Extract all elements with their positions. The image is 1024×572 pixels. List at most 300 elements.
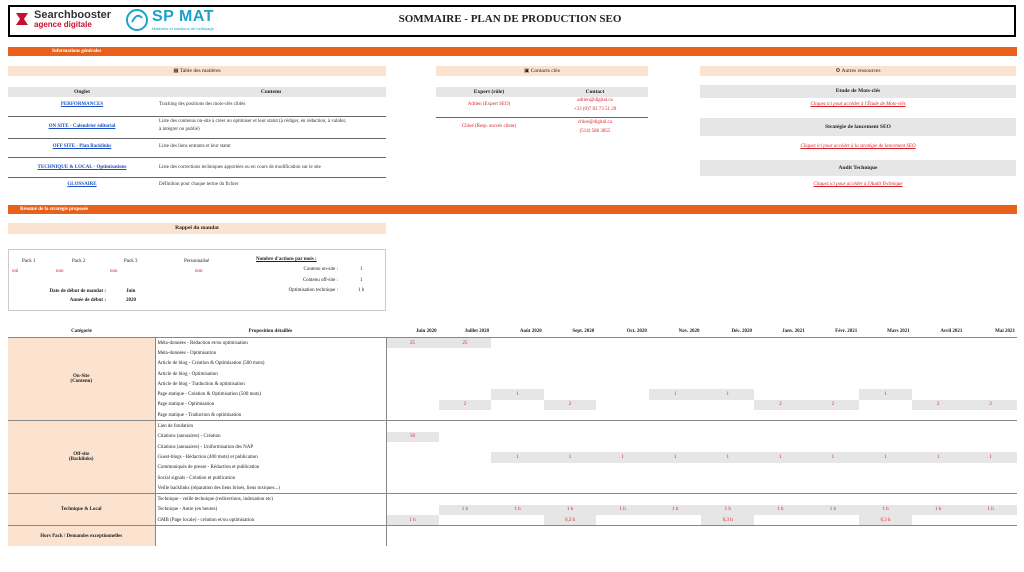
month-value-cell[interactable]: [439, 494, 492, 505]
month-value-cell[interactable]: [859, 348, 912, 358]
month-value-cell[interactable]: [386, 421, 439, 432]
month-value-cell[interactable]: 1 h: [649, 505, 702, 515]
month-value-cell[interactable]: [386, 505, 439, 515]
month-value-cell[interactable]: [386, 400, 439, 410]
month-value-cell[interactable]: [859, 410, 912, 421]
proposition-cell: Social signals - Création et publication: [155, 473, 386, 483]
action-label: Contenu on-site :: [303, 267, 338, 272]
month-value-cell[interactable]: [701, 494, 754, 505]
month-value-cell[interactable]: [439, 515, 492, 526]
month-value-cell[interactable]: [596, 400, 649, 410]
month-value-cell[interactable]: [491, 338, 544, 349]
toc-desc: à intégrer ou publié): [159, 127, 200, 132]
month-value-cell[interactable]: [439, 410, 492, 421]
month-value-cell[interactable]: 1: [596, 452, 649, 462]
month-value-cell[interactable]: [701, 379, 754, 389]
production-plan-table: [8, 325, 1017, 546]
category-cell: [8, 526, 155, 547]
month-value-cell[interactable]: [544, 432, 597, 442]
resource-link-strategy[interactable]: Cliquez ici pour accéder à la stratégie de lancement SEO: [800, 144, 916, 149]
month-value-cell[interactable]: [596, 483, 649, 494]
month-value-cell[interactable]: [439, 442, 492, 452]
month-value-cell[interactable]: [859, 421, 912, 432]
month-value-cell[interactable]: [754, 483, 807, 494]
month-value-cell[interactable]: [912, 432, 965, 442]
pack-label: Pack 3: [124, 259, 138, 264]
month-value-cell[interactable]: [807, 348, 860, 358]
month-value-cell[interactable]: [596, 421, 649, 432]
proposition-cell: Technique - Autre (en heures): [155, 505, 386, 515]
toc-desc: Liste des corrections techniques apportées ou en cours de modification sur le site: [159, 165, 321, 170]
proposition-cell: Article de blog - Création & Optimisation (500 mots): [155, 359, 386, 369]
month-value-cell[interactable]: [491, 359, 544, 369]
toc-link-offsite[interactable]: OFF SITE - Plan Backlinks: [52, 144, 112, 149]
month-value-cell[interactable]: 25: [439, 338, 492, 349]
month-value-cell[interactable]: [491, 526, 544, 547]
month-value-cell[interactable]: [807, 515, 860, 526]
month-value-cell[interactable]: [596, 442, 649, 452]
month-value-cell[interactable]: [754, 473, 807, 483]
month-value-cell[interactable]: [859, 483, 912, 494]
toc-title: [8, 66, 386, 76]
month-value-cell[interactable]: [544, 379, 597, 389]
month-value-cell[interactable]: [807, 494, 860, 505]
mandate-title: Rappel du mandat: [8, 223, 386, 234]
month-value-cell[interactable]: [386, 442, 439, 452]
resources-icon: ⚙: [835, 68, 841, 74]
month-value-cell[interactable]: [491, 442, 544, 452]
month-value-cell[interactable]: 1 h: [912, 505, 965, 515]
month-value-cell[interactable]: [439, 483, 492, 494]
month-value-cell[interactable]: [807, 483, 860, 494]
month-value-cell[interactable]: [439, 432, 492, 442]
action-label: Optimisation technique :: [288, 288, 338, 293]
month-value-cell[interactable]: [386, 379, 439, 389]
month-value-cell[interactable]: [859, 338, 912, 349]
month-value-cell[interactable]: [859, 442, 912, 452]
month-value-cell[interactable]: [386, 526, 439, 547]
month-value-cell[interactable]: [596, 369, 649, 379]
toc-link-onsite[interactable]: ON SITE - Calendrier éditorial: [48, 124, 116, 129]
month-value-cell[interactable]: [912, 515, 965, 526]
month-value-cell[interactable]: [754, 526, 807, 547]
month-value-cell[interactable]: [649, 494, 702, 505]
plan-row: [8, 348, 1017, 358]
month-value-cell[interactable]: 1 h: [859, 505, 912, 515]
month-value-cell[interactable]: 1: [701, 452, 754, 462]
action-value: 1: [360, 267, 363, 272]
month-value-cell[interactable]: 0,3 h: [544, 515, 597, 526]
month-value-cell[interactable]: [439, 379, 492, 389]
month-value-cell[interactable]: [964, 483, 1017, 494]
month-value-cell[interactable]: [649, 483, 702, 494]
month-value-cell[interactable]: [544, 473, 597, 483]
month-value-cell[interactable]: [807, 359, 860, 369]
month-value-cell[interactable]: [596, 410, 649, 421]
month-value-cell[interactable]: [754, 359, 807, 369]
toc-link-glossaire[interactable]: GLOSSAIRE: [67, 182, 97, 187]
month-value-cell[interactable]: [807, 410, 860, 421]
month-value-cell[interactable]: [754, 379, 807, 389]
pack-label: Personnalisé: [184, 259, 210, 264]
month-value-cell[interactable]: [754, 515, 807, 526]
category-cell: [8, 338, 155, 421]
proposition-cell: Guest-blogs - Rédaction (400 mots) et publication: [155, 452, 386, 462]
month-value-cell[interactable]: 2: [439, 400, 492, 410]
month-value-cell[interactable]: [439, 452, 492, 462]
month-value-cell[interactable]: [701, 526, 754, 547]
month-value-cell[interactable]: [701, 463, 754, 473]
month-value-cell[interactable]: [544, 421, 597, 432]
month-value-cell[interactable]: [912, 348, 965, 358]
month-value-cell[interactable]: [649, 410, 702, 421]
month-value-cell[interactable]: 0,3 h: [701, 515, 754, 526]
month-value-cell[interactable]: [491, 463, 544, 473]
month-value-cell[interactable]: [754, 494, 807, 505]
month-value-cell[interactable]: [544, 389, 597, 399]
month-value-cell[interactable]: [386, 369, 439, 379]
month-value-cell[interactable]: [701, 432, 754, 442]
month-value-cell[interactable]: [439, 348, 492, 358]
month-value-cell[interactable]: 1 h: [596, 505, 649, 515]
contact-email[interactable]: chloe@digital.ca: [578, 120, 612, 125]
month-value-cell[interactable]: [544, 442, 597, 452]
proposition-cell: Article de blog - Traduction & optimisation: [155, 379, 386, 389]
month-value-cell[interactable]: [701, 400, 754, 410]
month-value-cell[interactable]: [807, 421, 860, 432]
month-value-cell[interactable]: [859, 432, 912, 442]
month-value-cell[interactable]: 1: [859, 389, 912, 399]
month-header: Nov. 2020: [678, 328, 700, 334]
month-value-cell[interactable]: 1: [807, 452, 860, 462]
month-value-cell[interactable]: [912, 442, 965, 452]
month-value-cell[interactable]: [544, 494, 597, 505]
contact-card-icon: ▣: [524, 68, 530, 74]
month-value-cell[interactable]: [491, 483, 544, 494]
month-value-cell[interactable]: [544, 369, 597, 379]
month-value-cell[interactable]: [859, 379, 912, 389]
month-value-cell[interactable]: [807, 463, 860, 473]
month-value-cell[interactable]: [491, 410, 544, 421]
month-value-cell[interactable]: [491, 400, 544, 410]
month-value-cell[interactable]: 1 h: [439, 505, 492, 515]
month-value-cell[interactable]: [649, 515, 702, 526]
logo2-sub: Matériels et solutions de nettoyage: [152, 26, 214, 31]
month-header: Oct. 2020: [626, 328, 647, 334]
month-value-cell[interactable]: [491, 348, 544, 358]
month-value-cell[interactable]: [701, 410, 754, 421]
month-header: Juin 2020: [415, 328, 437, 334]
month-value-cell[interactable]: [544, 338, 597, 349]
month-value-cell[interactable]: [912, 338, 965, 349]
month-value-cell[interactable]: [596, 348, 649, 358]
month-value-cell[interactable]: [701, 421, 754, 432]
month-value-cell[interactable]: [439, 526, 492, 547]
month-value-cell[interactable]: [701, 369, 754, 379]
month-value-cell[interactable]: [807, 442, 860, 452]
month-value-cell[interactable]: [964, 463, 1017, 473]
month-value-cell[interactable]: [859, 463, 912, 473]
month-value-cell[interactable]: [386, 348, 439, 358]
month-value-cell[interactable]: 1: [491, 389, 544, 399]
month-value-cell[interactable]: [754, 421, 807, 432]
month-value-cell[interactable]: [754, 463, 807, 473]
month-value-cell[interactable]: [807, 369, 860, 379]
month-value-cell[interactable]: [964, 473, 1017, 483]
month-value-cell[interactable]: [912, 494, 965, 505]
month-value-cell[interactable]: [964, 389, 1017, 399]
pack-value: non: [56, 269, 64, 274]
month-value-cell[interactable]: [439, 473, 492, 483]
contacts-col-expert: Expert (rôle): [436, 87, 542, 97]
month-value-cell[interactable]: 2: [544, 400, 597, 410]
month-value-cell[interactable]: [649, 463, 702, 473]
action-label: Contenu off-site :: [302, 278, 338, 283]
month-value-cell[interactable]: [912, 526, 965, 547]
month-value-cell[interactable]: [544, 410, 597, 421]
action-value: 1 h: [358, 288, 365, 293]
month-value-cell[interactable]: [596, 432, 649, 442]
month-value-cell[interactable]: [912, 473, 965, 483]
month-header: Mai 2021: [995, 328, 1015, 334]
month-value-cell[interactable]: 1: [649, 452, 702, 462]
month-value-cell[interactable]: 1 h: [544, 505, 597, 515]
pack-value: non: [110, 269, 118, 274]
proposition-cell: GMB (Page locale) - création et/ou optimisation: [155, 515, 386, 526]
toc-link-performances[interactable]: PERFORMANCES: [60, 102, 104, 107]
month-value-cell[interactable]: [544, 483, 597, 494]
month-value-cell[interactable]: [912, 379, 965, 389]
month-value-cell[interactable]: [859, 400, 912, 410]
proposition-cell: Méta-données - Rédaction et/ou optimisation: [155, 338, 386, 349]
month-value-cell[interactable]: 1 h: [964, 505, 1017, 515]
month-value-cell[interactable]: [439, 359, 492, 369]
contact-email[interactable]: adrien@digital.ca: [577, 98, 613, 103]
month-value-cell[interactable]: [439, 421, 492, 432]
page-title: SOMMAIRE - PLAN DE PRODUCTION SEO: [398, 13, 622, 25]
month-value-cell[interactable]: [596, 515, 649, 526]
month-value-cell[interactable]: [649, 400, 702, 410]
month-value-cell[interactable]: [964, 494, 1017, 505]
plan-row: [8, 483, 1017, 494]
month-value-cell[interactable]: [439, 369, 492, 379]
month-value-cell[interactable]: [964, 442, 1017, 452]
month-value-cell[interactable]: [964, 432, 1017, 442]
category-name: On-Site: [73, 374, 90, 380]
month-value-cell[interactable]: [859, 473, 912, 483]
month-value-cell[interactable]: 1 h: [701, 505, 754, 515]
month-value-cell[interactable]: [439, 463, 492, 473]
month-value-cell[interactable]: [649, 359, 702, 369]
month-value-cell[interactable]: 1: [754, 452, 807, 462]
resource-heading: Stratégie de lancement SEO: [700, 118, 1016, 136]
month-value-cell[interactable]: [386, 410, 439, 421]
proposition-cell: Citations (annuaires) - Uniformisation des NAP: [155, 442, 386, 452]
start-year: 2020: [126, 298, 136, 303]
resource-link-audit[interactable]: Cliquez ici pour accéder à l'Audit Technique: [813, 182, 903, 187]
month-value-cell[interactable]: [859, 494, 912, 505]
month-header: Avril 2021: [940, 328, 963, 334]
category-subname: (Contenu): [70, 379, 93, 385]
month-value-cell[interactable]: [386, 473, 439, 483]
month-value-cell[interactable]: [386, 389, 439, 399]
month-value-cell[interactable]: 25: [386, 338, 439, 349]
month-value-cell[interactable]: 1 h: [807, 505, 860, 515]
month-header: Août 2020: [519, 328, 542, 334]
month-value-cell[interactable]: [544, 526, 597, 547]
proposition-cell: Méta-données - Optimisation: [155, 348, 386, 358]
month-value-cell[interactable]: [701, 442, 754, 452]
start-month: Juin: [126, 289, 136, 294]
divider: [8, 138, 386, 139]
month-value-cell[interactable]: 1: [491, 452, 544, 462]
month-value-cell[interactable]: [491, 473, 544, 483]
col-proposition: Proposition détaillée: [248, 328, 293, 334]
month-value-cell[interactable]: [754, 432, 807, 442]
month-value-cell[interactable]: [596, 463, 649, 473]
month-value-cell[interactable]: [807, 432, 860, 442]
month-value-cell[interactable]: [596, 526, 649, 547]
month-value-cell[interactable]: [649, 369, 702, 379]
month-value-cell[interactable]: [649, 348, 702, 358]
plan-row: [8, 389, 1017, 399]
month-value-cell[interactable]: [596, 473, 649, 483]
logo1-line2: agence digitale: [34, 20, 92, 29]
month-value-cell[interactable]: [859, 369, 912, 379]
month-value-cell[interactable]: [964, 515, 1017, 526]
month-value-cell[interactable]: 1: [701, 389, 754, 399]
month-value-cell[interactable]: [386, 494, 439, 505]
month-value-cell[interactable]: [859, 526, 912, 547]
month-value-cell[interactable]: 1 h: [754, 505, 807, 515]
month-value-cell[interactable]: [649, 432, 702, 442]
month-value-cell[interactable]: [544, 359, 597, 369]
month-value-cell[interactable]: 1 h: [491, 505, 544, 515]
category-name: Hors Pack / Demandes exceptionnelles: [40, 533, 123, 539]
month-value-cell[interactable]: [649, 473, 702, 483]
resources-title: [700, 66, 1016, 76]
month-value-cell[interactable]: 50: [386, 432, 439, 442]
month-value-cell[interactable]: [386, 483, 439, 494]
month-value-cell[interactable]: [807, 389, 860, 399]
month-value-cell[interactable]: 2: [912, 400, 965, 410]
month-value-cell[interactable]: [807, 473, 860, 483]
toc-link-technique[interactable]: TECHNIQUE & LOCAL - Optimisations: [37, 165, 127, 170]
plan-row: [8, 442, 1017, 452]
month-value-cell[interactable]: [912, 389, 965, 399]
month-value-cell[interactable]: 1: [544, 452, 597, 462]
pack-value: non: [195, 269, 203, 274]
resource-link-keywords[interactable]: Cliquez ici pour accéder à l'Étude de Mots-clés: [810, 102, 906, 107]
section-bar-info: [8, 47, 1017, 56]
month-value-cell[interactable]: [596, 389, 649, 399]
month-value-cell[interactable]: [701, 483, 754, 494]
month-value-cell[interactable]: [649, 526, 702, 547]
month-value-cell[interactable]: [596, 359, 649, 369]
contact-role: Adrien (Expert SEO): [467, 102, 511, 107]
contact-role: Chloé (Resp. succès client): [461, 124, 517, 129]
divider: [8, 157, 386, 158]
month-value-cell[interactable]: [964, 348, 1017, 358]
month-value-cell[interactable]: [807, 379, 860, 389]
month-value-cell[interactable]: [649, 338, 702, 349]
proposition-cell: Page statique - Création & Optimisation (500 mots): [155, 389, 386, 399]
month-value-cell[interactable]: [491, 494, 544, 505]
month-value-cell[interactable]: [964, 410, 1017, 421]
plan-row: [8, 369, 1017, 379]
month-value-cell[interactable]: 2: [754, 400, 807, 410]
month-value-cell[interactable]: 1: [859, 452, 912, 462]
month-value-cell[interactable]: [596, 338, 649, 349]
month-value-cell[interactable]: [491, 432, 544, 442]
month-value-cell[interactable]: 1: [964, 452, 1017, 462]
month-value-cell[interactable]: [386, 359, 439, 369]
month-value-cell[interactable]: [964, 359, 1017, 369]
month-value-cell[interactable]: [439, 389, 492, 399]
month-value-cell[interactable]: [544, 348, 597, 358]
month-value-cell[interactable]: [754, 442, 807, 452]
month-value-cell[interactable]: 2: [807, 400, 860, 410]
month-value-cell[interactable]: [754, 389, 807, 399]
month-value-cell[interactable]: [912, 421, 965, 432]
month-value-cell[interactable]: [912, 410, 965, 421]
month-value-cell[interactable]: [912, 483, 965, 494]
month-value-cell[interactable]: [912, 463, 965, 473]
month-value-cell[interactable]: [386, 452, 439, 462]
month-value-cell[interactable]: [754, 348, 807, 358]
month-value-cell[interactable]: [701, 359, 754, 369]
month-value-cell[interactable]: [701, 473, 754, 483]
month-value-cell[interactable]: [649, 421, 702, 432]
month-value-cell[interactable]: [649, 379, 702, 389]
month-value-cell[interactable]: [701, 348, 754, 358]
month-value-cell[interactable]: [912, 359, 965, 369]
month-value-cell[interactable]: [491, 515, 544, 526]
month-value-cell[interactable]: [964, 379, 1017, 389]
month-value-cell[interactable]: [912, 369, 965, 379]
month-value-cell[interactable]: [491, 421, 544, 432]
month-value-cell[interactable]: [807, 526, 860, 547]
month-value-cell[interactable]: 2: [964, 400, 1017, 410]
pack-label: Pack 2: [72, 259, 86, 264]
month-value-cell[interactable]: 1 h: [386, 515, 439, 526]
spmat-logo-icon: [126, 8, 148, 32]
month-value-cell[interactable]: [649, 442, 702, 452]
month-value-cell[interactable]: 1: [912, 452, 965, 462]
month-value-cell[interactable]: [807, 338, 860, 349]
month-value-cell[interactable]: [964, 338, 1017, 349]
month-value-cell[interactable]: [754, 338, 807, 349]
month-value-cell[interactable]: [596, 494, 649, 505]
plan-row: [8, 494, 1017, 505]
month-value-cell[interactable]: [386, 463, 439, 473]
month-value-cell[interactable]: [964, 526, 1017, 547]
month-value-cell[interactable]: 1: [649, 389, 702, 399]
month-header: Janv. 2021: [782, 328, 805, 334]
month-value-cell[interactable]: [544, 463, 597, 473]
month-value-cell[interactable]: [754, 410, 807, 421]
month-value-cell[interactable]: [596, 379, 649, 389]
month-value-cell[interactable]: [491, 379, 544, 389]
month-value-cell[interactable]: 0,3 h: [859, 515, 912, 526]
month-value-cell[interactable]: [754, 369, 807, 379]
month-value-cell[interactable]: [859, 359, 912, 369]
month-value-cell[interactable]: [964, 369, 1017, 379]
logo2-main: SP MAT: [152, 8, 214, 25]
month-value-cell[interactable]: [964, 421, 1017, 432]
month-value-cell[interactable]: [491, 369, 544, 379]
month-value-cell[interactable]: [701, 338, 754, 349]
